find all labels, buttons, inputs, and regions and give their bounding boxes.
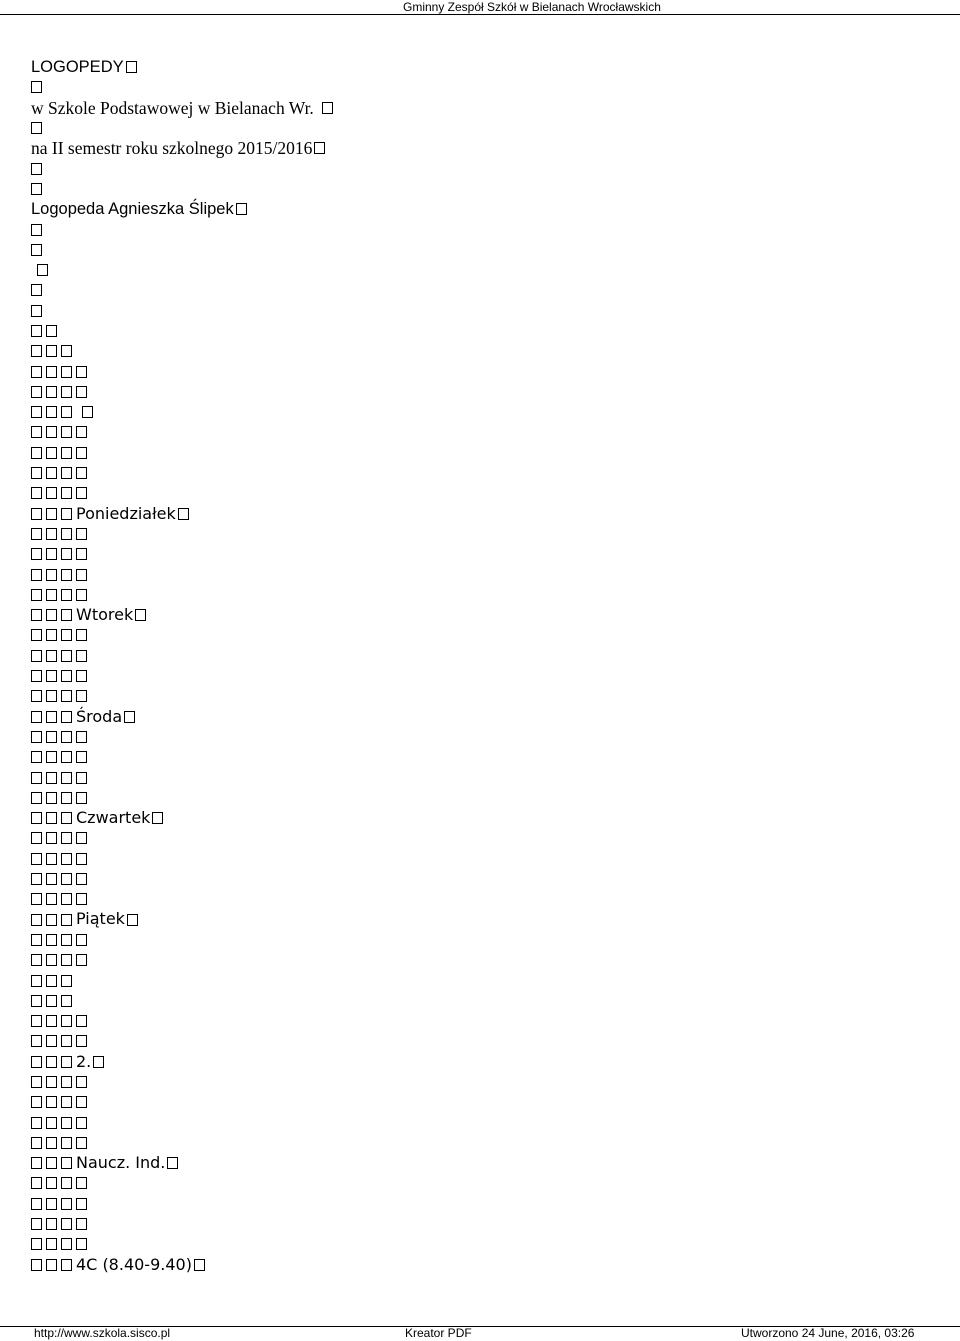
missing-glyph-icon (46, 832, 57, 844)
missing-glyph-icon (76, 487, 87, 499)
missing-glyph-icon (61, 711, 72, 723)
teacher-text: Logopeda Agnieszka Ślipek (31, 200, 234, 219)
missing-glyph-icon (31, 690, 42, 702)
missing-glyph-icon (31, 1177, 42, 1189)
missing-glyph-icon (31, 406, 42, 418)
missing-glyph-icon (322, 102, 333, 114)
missing-glyph-icon (31, 975, 42, 987)
missing-glyph-icon (61, 792, 72, 804)
missing-glyph-icon (76, 467, 87, 479)
missing-glyph-icon (167, 1157, 178, 1169)
day-monday (31, 504, 931, 524)
missing-glyph-icon (76, 670, 87, 682)
missing-glyph-icon (76, 528, 87, 540)
missing-glyph-icon (61, 650, 72, 662)
missing-glyph-icon (46, 528, 57, 540)
blank-line (31, 544, 931, 564)
missing-glyph-icon (76, 366, 87, 378)
missing-glyph-icon (46, 325, 57, 337)
blank-line (31, 1234, 931, 1254)
missing-glyph-icon (61, 629, 72, 641)
missing-glyph-icon (61, 975, 72, 987)
missing-glyph-icon (31, 1137, 42, 1149)
missing-glyph-icon (31, 81, 42, 93)
missing-glyph-icon (61, 467, 72, 479)
missing-glyph-icon (61, 406, 72, 418)
lesson-class-label: 4C (8.40-9.40) (76, 1254, 192, 1274)
missing-glyph-icon (76, 650, 87, 662)
blank-line (31, 849, 931, 869)
missing-glyph-icon (46, 731, 57, 743)
missing-glyph-icon (76, 1177, 87, 1189)
missing-glyph-icon (61, 366, 72, 378)
missing-glyph-icon (31, 954, 42, 966)
missing-glyph-icon (46, 995, 57, 1007)
blank-line (31, 463, 931, 483)
missing-glyph-icon (61, 1218, 72, 1230)
missing-glyph-icon (46, 1157, 57, 1169)
title-text: LOGOPEDY (31, 58, 124, 76)
missing-glyph-icon (76, 1117, 87, 1129)
blank-line (31, 686, 931, 706)
missing-glyph-icon (61, 528, 72, 540)
missing-glyph-icon (76, 1076, 87, 1088)
missing-glyph-icon (76, 853, 87, 865)
missing-glyph-icon (46, 1137, 57, 1149)
missing-glyph-icon (46, 792, 57, 804)
missing-glyph-icon (31, 772, 42, 784)
missing-glyph-icon (61, 853, 72, 865)
missing-glyph-icon (61, 934, 72, 946)
missing-glyph-icon (46, 589, 57, 601)
blank-line (31, 625, 931, 645)
blank-line (31, 118, 931, 138)
missing-glyph-icon (76, 1137, 87, 1149)
missing-glyph-icon (31, 548, 42, 560)
missing-glyph-icon (76, 731, 87, 743)
missing-glyph-icon (31, 183, 42, 195)
missing-glyph-icon (31, 305, 42, 317)
missing-glyph-icon (31, 386, 42, 398)
header-divider (0, 14, 960, 15)
missing-glyph-icon (61, 690, 72, 702)
missing-glyph-icon (46, 812, 57, 824)
missing-glyph-icon (76, 1198, 87, 1210)
missing-glyph-icon (31, 873, 42, 885)
footer-url[interactable]: http://www.szkola.sisco.pl (34, 1326, 171, 1340)
missing-glyph-icon (135, 609, 146, 621)
missing-glyph-icon (46, 406, 57, 418)
missing-glyph-icon (31, 1015, 42, 1027)
blank-line (31, 646, 931, 666)
blank-line (31, 950, 931, 970)
missing-glyph-icon (31, 1117, 42, 1129)
missing-glyph-icon (76, 1218, 87, 1230)
footer-generator: Kreator PDF (405, 1326, 472, 1340)
missing-glyph-icon (76, 934, 87, 946)
missing-glyph-icon (152, 812, 163, 824)
missing-glyph-icon (46, 508, 57, 520)
lesson-type (31, 1153, 931, 1173)
blank-line (31, 1031, 931, 1051)
missing-glyph-icon (46, 345, 57, 357)
blank-line (31, 1214, 931, 1234)
missing-glyph-icon (61, 1238, 72, 1250)
missing-glyph-icon (31, 792, 42, 804)
blank-line (31, 1072, 931, 1092)
missing-glyph-icon (61, 731, 72, 743)
semester-line (31, 138, 931, 158)
missing-glyph-icon (61, 832, 72, 844)
missing-glyph-icon (61, 1137, 72, 1149)
missing-glyph-icon (37, 264, 48, 276)
page-header-title: Gminny Zespół Szkół w Bielanach Wrocławskich (403, 0, 661, 14)
missing-glyph-icon (46, 1076, 57, 1088)
missing-glyph-icon (61, 386, 72, 398)
semester-text: na II semestr roku szkolnego 2015/2016 (31, 138, 313, 159)
missing-glyph-icon (46, 1198, 57, 1210)
missing-glyph-icon (46, 914, 57, 926)
missing-glyph-icon (46, 690, 57, 702)
missing-glyph-icon (61, 569, 72, 581)
school-line (31, 98, 931, 118)
missing-glyph-icon (61, 772, 72, 784)
missing-glyph-icon (46, 487, 57, 499)
missing-glyph-icon (31, 366, 42, 378)
missing-glyph-icon (31, 487, 42, 499)
missing-glyph-icon (194, 1259, 205, 1271)
missing-glyph-icon (31, 711, 42, 723)
missing-glyph-icon (31, 812, 42, 824)
document-title (31, 57, 931, 77)
missing-glyph-icon (76, 589, 87, 601)
missing-glyph-icon (76, 954, 87, 966)
missing-glyph-icon (61, 548, 72, 560)
missing-glyph-icon (76, 772, 87, 784)
missing-glyph-icon (61, 1076, 72, 1088)
blank-line (31, 240, 931, 260)
missing-glyph-icon (46, 1035, 57, 1047)
missing-glyph-icon (76, 893, 87, 905)
blank-line (31, 727, 931, 747)
blank-line (31, 158, 931, 178)
missing-glyph-icon (31, 345, 42, 357)
missing-glyph-icon (46, 934, 57, 946)
missing-glyph-icon (61, 751, 72, 763)
missing-glyph-icon (76, 1015, 87, 1027)
missing-glyph-icon (61, 1015, 72, 1027)
missing-glyph-icon (46, 548, 57, 560)
missing-glyph-icon (46, 954, 57, 966)
missing-glyph-icon (76, 447, 87, 459)
missing-glyph-icon (76, 1238, 87, 1250)
missing-glyph-icon (31, 1238, 42, 1250)
blank-line (31, 1173, 931, 1193)
blank-line (31, 889, 931, 909)
missing-glyph-icon (31, 1157, 42, 1169)
missing-glyph-icon (31, 508, 42, 520)
missing-glyph-icon (46, 426, 57, 438)
lesson-class (31, 1255, 931, 1275)
missing-glyph-icon (31, 650, 42, 662)
blank-line (31, 382, 931, 402)
missing-glyph-icon (46, 1117, 57, 1129)
blank-line (31, 1133, 931, 1153)
missing-glyph-icon (61, 914, 72, 926)
blank-line (31, 666, 931, 686)
missing-glyph-icon (127, 914, 138, 926)
missing-glyph-icon (76, 548, 87, 560)
missing-glyph-icon (31, 589, 42, 601)
missing-glyph-icon (46, 1056, 57, 1068)
missing-glyph-icon (76, 629, 87, 641)
blank-line (31, 179, 931, 199)
blank-line (31, 443, 931, 463)
blank-line (31, 524, 931, 544)
missing-glyph-icon (31, 1259, 42, 1271)
document-body (31, 57, 931, 1275)
missing-glyph-icon (46, 751, 57, 763)
missing-glyph-icon (31, 893, 42, 905)
missing-glyph-icon (82, 406, 93, 418)
blank-line (31, 321, 931, 341)
missing-glyph-icon (61, 1157, 72, 1169)
blank-line (31, 1194, 931, 1214)
missing-glyph-icon (61, 812, 72, 824)
missing-glyph-icon (126, 61, 137, 73)
missing-glyph-icon (31, 670, 42, 682)
missing-glyph-icon (46, 569, 57, 581)
blank-line (31, 767, 931, 787)
missing-glyph-icon (46, 467, 57, 479)
day-tuesday-label: Wtorek (76, 605, 134, 625)
blank-line (31, 930, 931, 950)
day-tuesday (31, 605, 931, 625)
blank-line (31, 301, 931, 321)
missing-glyph-icon (76, 792, 87, 804)
missing-glyph-icon (46, 1177, 57, 1189)
missing-glyph-icon (76, 1096, 87, 1108)
missing-glyph-icon (31, 853, 42, 865)
day-friday (31, 909, 931, 929)
missing-glyph-icon (46, 629, 57, 641)
missing-glyph-icon (61, 1035, 72, 1047)
missing-glyph-icon (31, 1076, 42, 1088)
missing-glyph-icon (31, 325, 42, 337)
missing-glyph-icon (31, 609, 42, 621)
blank-line (31, 77, 931, 97)
missing-glyph-icon (31, 914, 42, 926)
missing-glyph-icon (61, 1117, 72, 1129)
missing-glyph-icon (61, 1198, 72, 1210)
missing-glyph-icon (46, 447, 57, 459)
missing-glyph-icon (31, 751, 42, 763)
missing-glyph-icon (61, 1056, 72, 1068)
missing-glyph-icon (61, 873, 72, 885)
missing-glyph-icon (31, 528, 42, 540)
lesson-number (31, 1052, 931, 1072)
missing-glyph-icon (61, 508, 72, 520)
missing-glyph-icon (46, 873, 57, 885)
blank-line (31, 970, 931, 990)
missing-glyph-icon (46, 650, 57, 662)
day-friday-label: Piątek (76, 909, 125, 929)
missing-glyph-icon (61, 1259, 72, 1271)
blank-line (31, 219, 931, 239)
blank-line (31, 788, 931, 808)
blank-line (31, 341, 931, 361)
missing-glyph-icon (31, 122, 42, 134)
missing-glyph-icon (61, 487, 72, 499)
missing-glyph-icon (31, 569, 42, 581)
missing-glyph-icon (31, 163, 42, 175)
missing-glyph-icon (31, 1198, 42, 1210)
missing-glyph-icon (31, 224, 42, 236)
missing-glyph-icon (46, 1096, 57, 1108)
teacher-line (31, 199, 931, 219)
missing-glyph-icon (93, 1056, 104, 1068)
blank-line (31, 422, 931, 442)
missing-glyph-icon (61, 426, 72, 438)
missing-glyph-icon (61, 995, 72, 1007)
missing-glyph-icon (61, 345, 72, 357)
missing-glyph-icon (31, 731, 42, 743)
blank-line (31, 361, 931, 381)
missing-glyph-icon (46, 386, 57, 398)
blank-line (31, 585, 931, 605)
missing-glyph-icon (31, 832, 42, 844)
missing-glyph-icon (124, 711, 135, 723)
missing-glyph-icon (46, 711, 57, 723)
missing-glyph-icon (31, 629, 42, 641)
missing-glyph-icon (61, 1096, 72, 1108)
missing-glyph-icon (46, 975, 57, 987)
missing-glyph-icon (46, 670, 57, 682)
blank-line (31, 1112, 931, 1132)
blank-line (31, 747, 931, 767)
day-thursday-label: Czwartek (76, 807, 151, 827)
missing-glyph-icon (46, 1238, 57, 1250)
day-wednesday (31, 707, 931, 727)
missing-glyph-icon (46, 772, 57, 784)
missing-glyph-icon (46, 853, 57, 865)
missing-glyph-icon (31, 467, 42, 479)
missing-glyph-icon (31, 447, 42, 459)
missing-glyph-icon (31, 1035, 42, 1047)
school-text: w Szkole Podstawowej w Bielanach Wr. (31, 97, 314, 118)
missing-glyph-icon (46, 1015, 57, 1027)
day-monday-label: Poniedziałek (76, 503, 176, 523)
missing-glyph-icon (314, 142, 325, 154)
missing-glyph-icon (31, 426, 42, 438)
missing-glyph-icon (46, 1218, 57, 1230)
missing-glyph-icon (46, 366, 57, 378)
missing-glyph-icon (61, 609, 72, 621)
missing-glyph-icon (61, 447, 72, 459)
missing-glyph-icon (76, 426, 87, 438)
blank-line (31, 1011, 931, 1031)
missing-glyph-icon (46, 1259, 57, 1271)
missing-glyph-icon (61, 589, 72, 601)
lesson-number-label: 2. (76, 1051, 92, 1071)
footer-created: Utworzono 24 June, 2016, 03:26 (741, 1326, 915, 1340)
blank-line (31, 402, 931, 422)
missing-glyph-icon (31, 1056, 42, 1068)
missing-glyph-icon (61, 893, 72, 905)
day-thursday (31, 808, 931, 828)
missing-glyph-icon (31, 1096, 42, 1108)
blank-line (31, 828, 931, 848)
missing-glyph-icon (178, 508, 189, 520)
missing-glyph-icon (76, 690, 87, 702)
missing-glyph-icon (31, 1218, 42, 1230)
missing-glyph-icon (236, 203, 247, 215)
missing-glyph-icon (76, 569, 87, 581)
lesson-type-label: Naucz. Ind. (76, 1153, 166, 1173)
missing-glyph-icon (31, 995, 42, 1007)
missing-glyph-icon (76, 386, 87, 398)
missing-glyph-icon (46, 609, 57, 621)
missing-glyph-icon (61, 1177, 72, 1189)
missing-glyph-icon (76, 1035, 87, 1047)
missing-glyph-icon (31, 244, 42, 256)
missing-glyph-icon (76, 873, 87, 885)
blank-line (31, 483, 931, 503)
missing-glyph-icon (31, 934, 42, 946)
blank-line (31, 260, 931, 280)
blank-line (31, 991, 931, 1011)
blank-line (31, 1092, 931, 1112)
missing-glyph-icon (76, 751, 87, 763)
blank-line (31, 280, 931, 300)
blank-line (31, 869, 931, 889)
missing-glyph-icon (61, 954, 72, 966)
missing-glyph-icon (61, 670, 72, 682)
blank-line (31, 564, 931, 584)
missing-glyph-icon (31, 284, 42, 296)
day-wednesday-label: Środa (76, 706, 123, 726)
missing-glyph-icon (76, 832, 87, 844)
missing-glyph-icon (46, 893, 57, 905)
